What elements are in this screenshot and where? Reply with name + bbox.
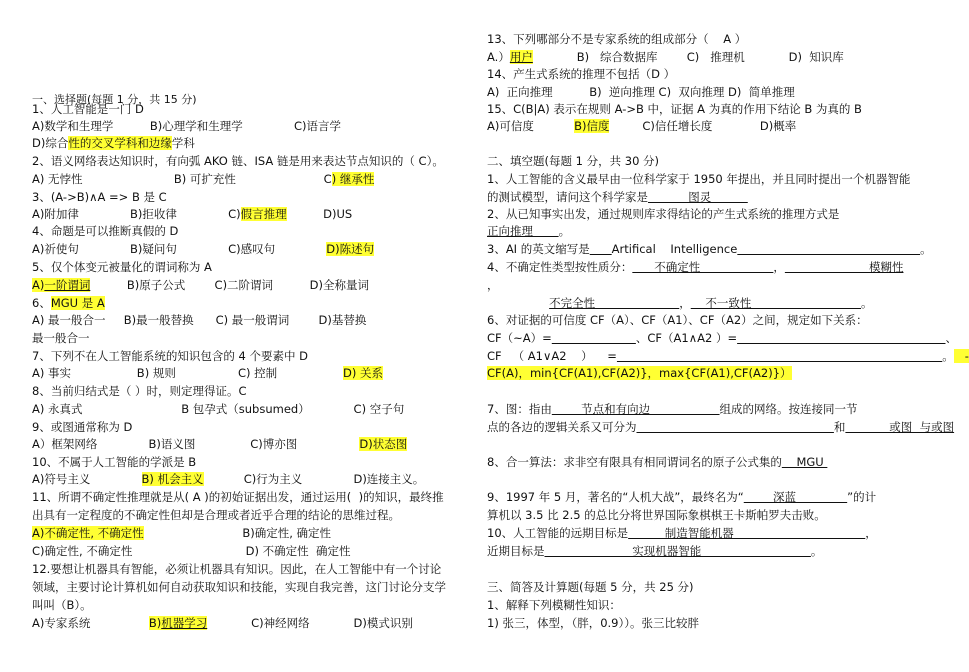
text-span: 叫叫（B）。: [32, 598, 92, 612]
left-text-line: [32, 331, 90, 347]
right-text-line: [487, 278, 499, 294]
text-span: 10、不属于人工智能的学派是 B: [32, 455, 197, 469]
right-text-line: [487, 102, 862, 118]
right-text-line: [487, 119, 796, 135]
right-text-line: [487, 580, 694, 596]
left-text-line: [32, 224, 178, 240]
text-span: A)祈使句 B)疑问句 C)感叹句: [32, 242, 327, 256]
text-span: C)行为主义 D)连接主义。: [203, 472, 425, 486]
text-span: 3、AI 的英文缩写是: [487, 242, 590, 256]
underlined-answer: 制造智能机器: [628, 526, 866, 540]
text-span: A）框架网络 B)语义图 C)博亦图: [32, 437, 360, 451]
left-text-line: [32, 349, 308, 365]
text-span: 。: [810, 544, 823, 558]
text-span: D)综合: [32, 136, 69, 150]
left-text-line: [32, 172, 374, 188]
underlined-answer: 模糊性: [784, 260, 904, 274]
text-span: CF（~A）=: [487, 331, 552, 345]
underlined-answer: 图灵: [648, 190, 748, 204]
right-text-line: [487, 455, 827, 471]
underlined-answer: MGU: [781, 455, 828, 469]
underlined-answer: [617, 349, 942, 363]
underlined-answer: 不确定性: [632, 260, 774, 274]
text-span: B) 综合数据库 C) 推理机 D) 知识库: [532, 50, 844, 64]
highlighted-answer: B)信度: [574, 119, 610, 133]
underlined-answer: 不完全性: [549, 296, 680, 310]
right-text-line: [487, 616, 699, 632]
right-text-line: [487, 366, 792, 382]
right-text-line: [487, 349, 969, 365]
highlighted-answer: 一阶谓词: [44, 278, 91, 292]
text-span: ”的计: [847, 490, 877, 504]
right-text-line: [487, 260, 903, 276]
right-text-line: [487, 224, 570, 240]
underlined-answer: 不一致性: [690, 296, 862, 310]
right-text-line: [487, 508, 826, 524]
left-text-line: [32, 366, 383, 382]
underlined-answer: [637, 420, 834, 434]
left-text-line: [32, 420, 132, 436]
text-span: 6、对证据的可信度 CF（A）、CF（A1）、CF（A2）之间，规定如下关系：: [487, 313, 868, 327]
text-span: 1、人工智能是一门 D: [32, 102, 144, 116]
left-text-line: [32, 313, 366, 329]
left-text-line: [32, 580, 446, 596]
text-span: 2、从已知事实出发，通过规则库求得结论的产生式系统的推理方式是: [487, 207, 840, 221]
right-text-line: [487, 420, 954, 436]
highlighted-answer: D) 关系: [342, 366, 383, 380]
text-span: 15、C(B|A) 表示在规则 A->B 中，证据 A 为真的作用下结论 B 为真的 B: [487, 102, 862, 116]
left-text-line: [32, 526, 331, 542]
text-span: 近期目标是: [487, 544, 545, 558]
underlined-answer: [737, 242, 920, 256]
text-span: 13、下列哪部分不是专家系统的组成部分（ A ）: [487, 32, 747, 46]
left-text-line: [32, 472, 424, 488]
left-text-line: [32, 242, 374, 258]
text-span: 2、语义网络表达知识时，有向弧 AKO 链、ISA 链是用来表达节点知识的（ C）。: [32, 154, 444, 168]
text-span: C)确定性, 不确定性 D) 不确定性 确定性: [32, 544, 351, 558]
text-span: A)数学和生理学 B)心理学和生理学 C)语言学: [32, 119, 341, 133]
text-span: A) 正向推理 B) 逆向推理 C) 双向推理 D) 简单推理: [487, 85, 795, 99]
section-title-choice: 一、选择题(每题 1 分，共 15 分): [32, 93, 197, 106]
text-span: 3、(A->B)∧A => B 是 C: [32, 190, 167, 204]
right-text-line: [487, 85, 795, 101]
highlighted-answer: D)陈述句: [326, 242, 375, 256]
text-span: C)神经网络 D)模式识别: [207, 616, 413, 630]
text-span: A)符号主义: [32, 472, 142, 486]
left-text-line: [32, 384, 247, 400]
text-span: 9、或图通常称为 D: [32, 420, 133, 434]
text-span: A) 永真式 B 包孕式（subsumed） C) 空子句: [32, 402, 405, 416]
right-text-line: [487, 402, 858, 418]
text-span: 和: [833, 420, 846, 434]
left-text-line: [32, 119, 341, 135]
left-text-line: [32, 278, 369, 294]
right-text-line: [487, 242, 932, 258]
left-text-line: [32, 544, 350, 560]
text-span: 1) 张三，体型，（胖，0.9））。张三比较胖: [487, 616, 699, 630]
right-text-line: [487, 190, 748, 206]
highlighted-answer: 机器学习: [161, 616, 208, 630]
text-span: 11、所谓不确定性推理就是从( A )的初始证据出发，通过运用( )的知识，最终推: [32, 490, 444, 504]
highlighted-answer: B): [148, 616, 162, 630]
left-text-line: [32, 455, 196, 471]
text-span: ，: [865, 526, 877, 540]
highlighted-answer: A)不确定性, 不确定性: [32, 526, 144, 540]
right-text-line: [487, 172, 910, 188]
text-span: 三、简答及计算题(每题 5 分，共 25 分): [487, 580, 694, 594]
text-span: 。: [861, 296, 873, 310]
right-text-line: [487, 526, 877, 542]
left-text-line: [32, 508, 400, 524]
right-text-line: [487, 313, 868, 329]
text-span: A)专家系统: [32, 616, 149, 630]
text-span: A)附加律 B)拒收律 C): [32, 207, 241, 221]
text-span: 最一般合一: [32, 331, 90, 345]
text-span: A) 最一般合一 B)最一般替换 C) 最一般谓词 D)基替换: [32, 313, 367, 327]
text-span: 。: [920, 242, 932, 256]
text-span: 。: [558, 224, 571, 238]
text-span: ，: [679, 296, 691, 310]
text-span: ，: [487, 278, 499, 292]
underlined-answer: [737, 331, 945, 345]
highlighted-answer: ) 继承性: [331, 172, 375, 186]
left-text-line: [32, 207, 352, 223]
text-span: 的测试模型，请问这个科学家是: [487, 190, 648, 204]
underlined-answer: 或图 与或图: [845, 420, 955, 434]
highlighted-answer: 性的交叉学科和边缘: [68, 136, 172, 150]
highlighted-answer: D)状态图: [359, 437, 408, 451]
right-text-line: [487, 331, 957, 347]
right-text-line: [487, 598, 621, 614]
highlighted-answer: 假言推理: [240, 207, 287, 221]
text-span: 10、人工智能的远期目标是: [487, 526, 629, 540]
text-span: 12.要想让机器具有智能，必须让机器具有知识。因此，在人工智能中有一个讨论: [32, 562, 442, 576]
text-span: 8、当前归结式是（ ）时，则定理得证。C: [32, 384, 247, 398]
right-text-line: [487, 296, 873, 312]
left-text-line: [32, 490, 444, 506]
text-span: Artifical Intelligence: [611, 242, 738, 256]
highlighted-answer: A): [32, 278, 45, 292]
left-text-line: [32, 136, 195, 152]
text-span: 5、仅个体变元被量化的谓词称为 A: [32, 260, 212, 274]
text-span: 。: [942, 349, 954, 363]
text-span: D)US: [286, 207, 353, 221]
underlined-answer: 深蓝: [743, 490, 848, 504]
highlighted-answer: B) 机会主义: [141, 472, 204, 486]
text-span: 出具有一定程度的不确定性但却是合理或者近乎合理的结论的思维过程。: [32, 508, 400, 522]
text-span: ，: [773, 260, 785, 274]
text-span: C)信任增长度 D)概率: [609, 119, 797, 133]
left-text-line: [32, 616, 413, 632]
text-span: 学科: [171, 136, 195, 150]
highlighted-answer: 用户: [509, 50, 533, 64]
right-text-line: [487, 50, 844, 66]
left-text-line: [32, 102, 144, 118]
underlined-answer: 节点和有向边: [551, 402, 720, 416]
text-span: A)可信度: [487, 119, 575, 133]
text-span: 组成的网络。按连接同一节: [719, 402, 858, 416]
text-span: 7、图：指由: [487, 402, 552, 416]
text-span: B)确定性, 确定性: [143, 526, 332, 540]
underlined-answer: [590, 242, 612, 256]
text-span: 4、命题是可以推断真假的 D: [32, 224, 179, 238]
text-span: 二、填空题(每题 1 分，共 30 分): [487, 154, 660, 168]
text-span: 算机以 3.5 比 2.5 的总比分将世界国际象棋棋王卡斯帕罗夫击败。: [487, 508, 826, 522]
text-span: A) 事实 B) 规则 C) 控制: [32, 366, 343, 380]
right-text-line: [487, 67, 675, 83]
text-span: A) 无悖性 B) 可扩充性 C: [32, 172, 332, 186]
underlined-answer: 正向推理: [487, 224, 559, 238]
left-text-line: [32, 437, 407, 453]
underlined-answer: [552, 331, 636, 345]
highlighted-answer: -: [953, 349, 969, 363]
text-span: A.）: [487, 50, 510, 64]
text-span: 1、解释下列模糊性知识：: [487, 598, 621, 612]
text-span: 、: [945, 331, 957, 345]
text-span: 、CF（A1∧A2 ）=: [635, 331, 738, 345]
text-span: CF （ A1∨A2 ） =: [487, 349, 617, 363]
underlined-answer: 实现机器智能: [544, 544, 811, 558]
right-text-line: [487, 32, 746, 48]
text-span: 6、: [32, 296, 51, 310]
right-text-line: [487, 490, 876, 506]
text-span: 7、下列不在人工智能系统的知识包含的 4 个要素中 D: [32, 349, 308, 363]
text-span: 8、合一算法：求非空有限具有相同谓词名的原子公式集的: [487, 455, 782, 469]
text-span: 9、1997 年 5 月，著名的“人机大战”，最终名为“: [487, 490, 744, 504]
text-span: 14、产生式系统的推理不包括（D ）: [487, 67, 676, 81]
left-text-line: [32, 562, 441, 578]
left-text-line: [32, 296, 105, 312]
text-span: 4、不确定性类型按性质分：: [487, 260, 633, 274]
left-text-line: [32, 260, 212, 276]
left-text-line: [32, 598, 92, 614]
right-text-line: [487, 207, 839, 223]
text-span: B)原子公式 C)二阶谓词 D)全称量词: [90, 278, 369, 292]
highlighted-answer: CF(A)，min{CF(A1),CF(A2)}，max{CF(A1),CF(A2)}）: [487, 366, 792, 380]
text-span: [487, 296, 549, 310]
left-text-line: [32, 154, 444, 170]
left-text-line: [32, 190, 167, 206]
right-text-line: [487, 154, 659, 170]
text-span: 点的各边的逻辑关系又可分为: [487, 420, 637, 434]
text-span: 1、人工智能的含义最早由一位科学家于 1950 年提出，并且同时提出一个机器智能: [487, 172, 911, 186]
text-span: 领域，主要讨论计算机如何自动获取知识和技能，实现自我完善，这门讨论分支学: [32, 580, 446, 594]
right-text-line: [487, 544, 822, 560]
highlighted-answer: MGU 是 A: [50, 296, 105, 310]
left-text-line: [32, 402, 404, 418]
